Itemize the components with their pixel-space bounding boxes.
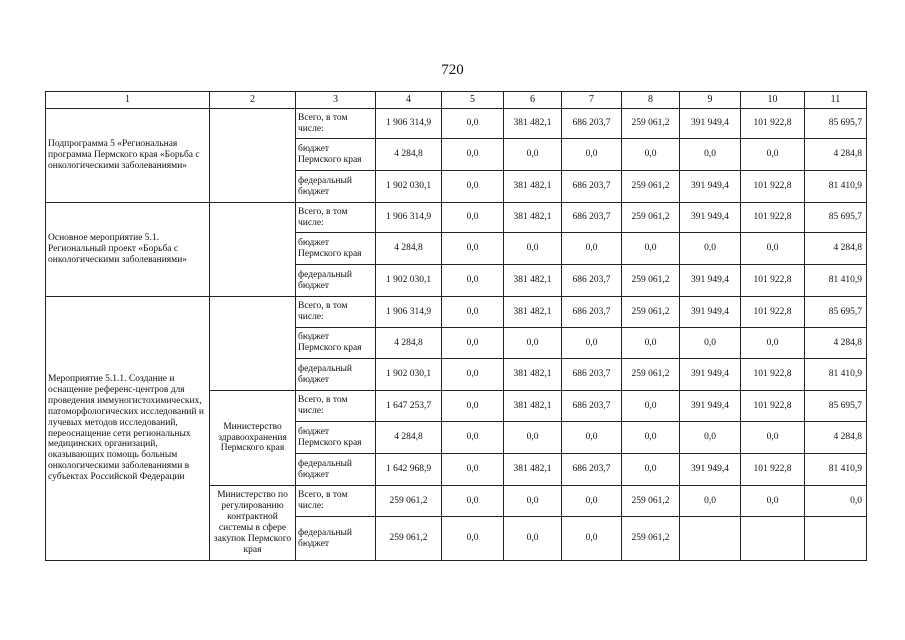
value-cell: 381 482,1 bbox=[504, 109, 562, 139]
header-cell: 5 bbox=[442, 92, 504, 109]
table-row bbox=[46, 203, 867, 233]
program-name-cell: Мероприятие 5.1.1. Создание и оснащение референс-центров для проведения иммуногистохимических, патоморфологических исследований и лучевых методов исследований, переоснащение сети региональных медицинских организаций, оказывающих помощь больным онкологическими заболеваниями в субъектах Российской Федерации bbox=[46, 297, 210, 561]
value-cell: 0,0 bbox=[741, 328, 805, 359]
value-cell: 259 061,2 bbox=[622, 265, 680, 297]
value-cell: 1 902 030,1 bbox=[376, 359, 442, 391]
funding-source-cell: бюджет Пермского края bbox=[296, 233, 376, 265]
funding-source-cell: бюджет Пермского края bbox=[296, 328, 376, 359]
value-cell: 381 482,1 bbox=[504, 297, 562, 328]
value-cell bbox=[741, 517, 805, 561]
page-number: 720 bbox=[441, 62, 464, 78]
header-cell: 2 bbox=[210, 92, 296, 109]
value-cell: 1 902 030,1 bbox=[376, 265, 442, 297]
value-cell: 0,0 bbox=[504, 139, 562, 171]
value-cell: 81 410,9 bbox=[805, 171, 867, 203]
value-cell: 1 642 968,9 bbox=[376, 454, 442, 486]
value-cell: 0,0 bbox=[680, 422, 741, 454]
value-cell: 0,0 bbox=[442, 359, 504, 391]
value-cell: 0,0 bbox=[442, 486, 504, 517]
program-name-cell: Основное мероприятие 5.1. Региональный проект «Борьба с онкологическими заболеваниями» bbox=[46, 203, 210, 297]
value-cell: 81 410,9 bbox=[805, 265, 867, 297]
value-cell: 1 906 314,9 bbox=[376, 297, 442, 328]
program-name-cell: Подпрограмма 5 «Региональная программа Пермского края «Борьба с онкологическими заболеваниями» bbox=[46, 109, 210, 203]
value-cell: 0,0 bbox=[562, 422, 622, 454]
value-cell: 259 061,2 bbox=[622, 171, 680, 203]
value-cell: 0,0 bbox=[622, 422, 680, 454]
value-cell: 391 949,4 bbox=[680, 265, 741, 297]
header-row bbox=[46, 92, 867, 109]
table-row bbox=[46, 109, 867, 139]
value-cell: 81 410,9 bbox=[805, 359, 867, 391]
funding-source-cell: Всего, в том числе: bbox=[296, 391, 376, 422]
value-cell: 686 203,7 bbox=[562, 265, 622, 297]
value-cell bbox=[680, 517, 741, 561]
value-cell: 686 203,7 bbox=[562, 391, 622, 422]
funding-source-cell: федеральный бюджет bbox=[296, 171, 376, 203]
value-cell: 0,0 bbox=[442, 139, 504, 171]
value-cell: 0,0 bbox=[442, 391, 504, 422]
value-cell: 381 482,1 bbox=[504, 391, 562, 422]
empty-cell bbox=[210, 109, 296, 203]
value-cell: 4 284,8 bbox=[805, 139, 867, 171]
value-cell: 0,0 bbox=[622, 328, 680, 359]
value-cell: 686 203,7 bbox=[562, 454, 622, 486]
value-cell: 259 061,2 bbox=[622, 297, 680, 328]
value-cell: 4 284,8 bbox=[376, 139, 442, 171]
value-cell: 391 949,4 bbox=[680, 203, 741, 233]
header-cell: 8 bbox=[622, 92, 680, 109]
value-cell: 391 949,4 bbox=[680, 454, 741, 486]
funding-source-cell: федеральный бюджет bbox=[296, 265, 376, 297]
funding-source-cell: Всего, в том числе: bbox=[296, 203, 376, 233]
value-cell: 101 922,8 bbox=[741, 359, 805, 391]
value-cell: 0,0 bbox=[562, 517, 622, 561]
value-cell: 101 922,8 bbox=[741, 297, 805, 328]
value-cell: 391 949,4 bbox=[680, 297, 741, 328]
value-cell: 0,0 bbox=[442, 454, 504, 486]
value-cell: 381 482,1 bbox=[504, 265, 562, 297]
budget-table bbox=[45, 91, 867, 561]
value-cell: 391 949,4 bbox=[680, 109, 741, 139]
value-cell: 101 922,8 bbox=[741, 171, 805, 203]
value-cell: 0,0 bbox=[622, 454, 680, 486]
value-cell: 0,0 bbox=[562, 139, 622, 171]
value-cell: 4 284,8 bbox=[376, 328, 442, 359]
value-cell: 686 203,7 bbox=[562, 109, 622, 139]
value-cell: 0,0 bbox=[741, 422, 805, 454]
value-cell: 0,0 bbox=[741, 139, 805, 171]
value-cell: 4 284,8 bbox=[805, 233, 867, 265]
value-cell: 0,0 bbox=[680, 486, 741, 517]
header-cell: 3 bbox=[296, 92, 376, 109]
value-cell: 259 061,2 bbox=[622, 203, 680, 233]
value-cell: 0,0 bbox=[680, 328, 741, 359]
funding-source-cell: бюджет Пермского края bbox=[296, 139, 376, 171]
value-cell: 686 203,7 bbox=[562, 297, 622, 328]
value-cell: 0,0 bbox=[442, 203, 504, 233]
value-cell: 4 284,8 bbox=[805, 422, 867, 454]
funding-source-cell: федеральный бюджет bbox=[296, 517, 376, 561]
value-cell: 259 061,2 bbox=[622, 486, 680, 517]
value-cell bbox=[805, 517, 867, 561]
value-cell: 391 949,4 bbox=[680, 391, 741, 422]
executor-cell: Министерство здравоохранения Пермского края bbox=[210, 391, 296, 486]
value-cell: 259 061,2 bbox=[376, 517, 442, 561]
value-cell: 0,0 bbox=[622, 233, 680, 265]
value-cell: 391 949,4 bbox=[680, 171, 741, 203]
value-cell: 259 061,2 bbox=[376, 486, 442, 517]
value-cell: 0,0 bbox=[504, 422, 562, 454]
value-cell: 0,0 bbox=[442, 171, 504, 203]
value-cell: 0,0 bbox=[442, 233, 504, 265]
header-cell: 4 bbox=[376, 92, 442, 109]
value-cell: 101 922,8 bbox=[741, 391, 805, 422]
value-cell: 0,0 bbox=[504, 486, 562, 517]
value-cell: 259 061,2 bbox=[622, 359, 680, 391]
value-cell: 0,0 bbox=[562, 233, 622, 265]
value-cell: 0,0 bbox=[805, 486, 867, 517]
value-cell: 686 203,7 bbox=[562, 203, 622, 233]
value-cell: 0,0 bbox=[622, 139, 680, 171]
value-cell: 0,0 bbox=[562, 328, 622, 359]
value-cell: 85 695,7 bbox=[805, 203, 867, 233]
value-cell: 0,0 bbox=[442, 328, 504, 359]
value-cell: 0,0 bbox=[442, 109, 504, 139]
value-cell: 85 695,7 bbox=[805, 109, 867, 139]
value-cell: 391 949,4 bbox=[680, 359, 741, 391]
value-cell: 101 922,8 bbox=[741, 109, 805, 139]
empty-cell bbox=[210, 203, 296, 297]
value-cell: 686 203,7 bbox=[562, 359, 622, 391]
funding-source-cell: Всего, в том числе: bbox=[296, 109, 376, 139]
funding-source-cell: бюджет Пермского края bbox=[296, 422, 376, 454]
value-cell: 0,0 bbox=[504, 233, 562, 265]
header-cell: 10 bbox=[741, 92, 805, 109]
value-cell: 0,0 bbox=[504, 328, 562, 359]
value-cell: 4 284,8 bbox=[376, 422, 442, 454]
value-cell: 1 902 030,1 bbox=[376, 171, 442, 203]
value-cell: 0,0 bbox=[562, 486, 622, 517]
value-cell: 0,0 bbox=[741, 486, 805, 517]
header-cell: 7 bbox=[562, 92, 622, 109]
value-cell: 686 203,7 bbox=[562, 171, 622, 203]
funding-source-cell: федеральный бюджет bbox=[296, 359, 376, 391]
value-cell: 259 061,2 bbox=[622, 517, 680, 561]
value-cell: 4 284,8 bbox=[376, 233, 442, 265]
value-cell: 381 482,1 bbox=[504, 454, 562, 486]
value-cell: 0,0 bbox=[741, 233, 805, 265]
value-cell: 1 906 314,9 bbox=[376, 109, 442, 139]
value-cell: 85 695,7 bbox=[805, 391, 867, 422]
value-cell: 101 922,8 bbox=[741, 203, 805, 233]
funding-source-cell: Всего, в том числе: bbox=[296, 297, 376, 328]
value-cell: 381 482,1 bbox=[504, 203, 562, 233]
header-cell: 11 bbox=[805, 92, 867, 109]
funding-source-cell: федеральный бюджет bbox=[296, 454, 376, 486]
value-cell: 0,0 bbox=[442, 297, 504, 328]
value-cell: 0,0 bbox=[680, 139, 741, 171]
value-cell: 381 482,1 bbox=[504, 171, 562, 203]
value-cell: 0,0 bbox=[442, 517, 504, 561]
header-cell: 9 bbox=[680, 92, 741, 109]
value-cell: 0,0 bbox=[504, 517, 562, 561]
value-cell: 0,0 bbox=[680, 233, 741, 265]
executor-cell: Министерство по регулированию контрактной системы в сфере закупок Пермского края bbox=[210, 486, 296, 561]
value-cell: 101 922,8 bbox=[741, 454, 805, 486]
value-cell: 0,0 bbox=[442, 265, 504, 297]
value-cell: 259 061,2 bbox=[622, 109, 680, 139]
empty-cell bbox=[210, 297, 296, 391]
value-cell: 381 482,1 bbox=[504, 359, 562, 391]
header-cell: 1 bbox=[46, 92, 210, 109]
value-cell: 81 410,9 bbox=[805, 454, 867, 486]
value-cell: 1 906 314,9 bbox=[376, 203, 442, 233]
value-cell: 0,0 bbox=[622, 391, 680, 422]
value-cell: 0,0 bbox=[442, 422, 504, 454]
table-row bbox=[46, 297, 867, 328]
header-cell: 6 bbox=[504, 92, 562, 109]
value-cell: 101 922,8 bbox=[741, 265, 805, 297]
value-cell: 4 284,8 bbox=[805, 328, 867, 359]
funding-source-cell: Всего, в том числе: bbox=[296, 486, 376, 517]
value-cell: 1 647 253,7 bbox=[376, 391, 442, 422]
value-cell: 85 695,7 bbox=[805, 297, 867, 328]
